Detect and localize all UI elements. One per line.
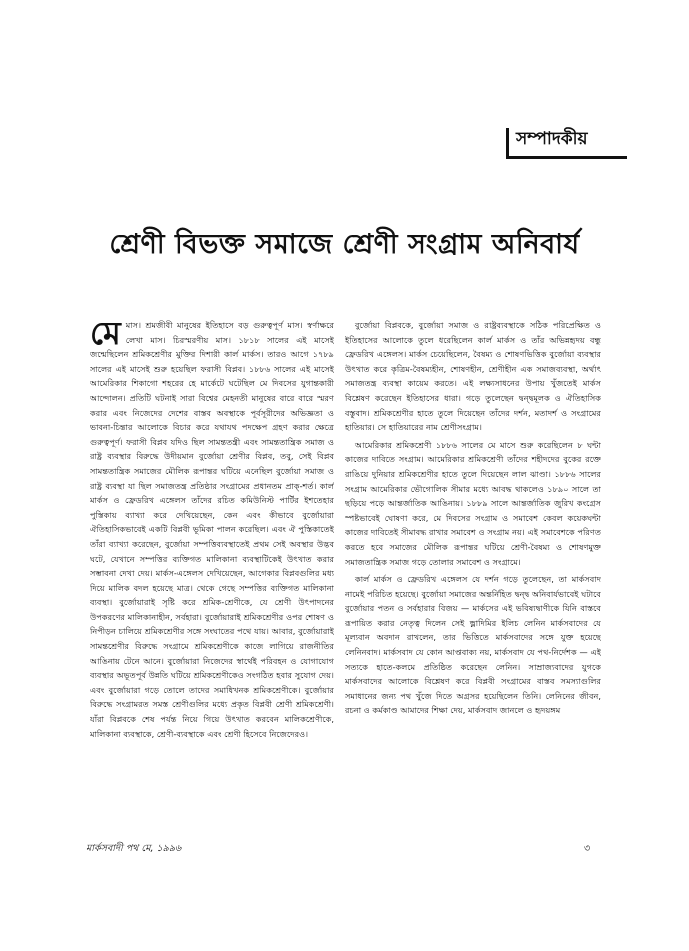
dropcap: মে bbox=[90, 318, 121, 352]
headline: শ্রেণী বিভক্ত সমাজে শ্রেণী সংগ্রাম অনিবার্য bbox=[109, 229, 580, 260]
right-paragraph-3: কার্ল মার্কস ও ফ্রেডরিখ এঙ্গেলস যে দর্শন গড়ে তুলেছেন, তা মার্কসবাদ নামেই পরিচিত হয়েছে। বুর্জোয়া সমাজের অন্তর্নিহিত দ্বন্দ্ব অনিবার্যভাবেই ঘটাবে বুর্জোয়ার পতন ও সর্বহারার বিজয় — মার্কসের এই ভবিষ্যদ্বাণীকে যিনি বাস্তবে রূপায়িত করার নেতৃত্ব দিলেন সেই ভ্লাদিমির ইলিচ লেনিন মার্কসবাদের যে মূল্যবান অবদান রাখলেন, তার ভিত্তিতে মার্কসবাদের সঙ্গে যুক্ত হয়েছে লেনিনবাদ। মার্কসবাদ যে কোন আপ্তবাক্য নয়, মার্কসবাদ যে পথ-নির্দেশক — এই সত্যকে হাতে-কলমে প্রতিষ্ঠিত করেছেন লেনিন। সাম্রাজ্যবাদের যুগকে মার্কসবাদের আলোকে বিশ্লেষণ করে বিপ্লবী সংগ্রামের বাস্তব সমস্যাগুলির সমাধানের জন্য পথ খুঁজে দিতে অগ্রসর হয়েছিলেন তিনি। লেনিনের জীবন, রচনা ও কর্মকাণ্ড আমাদের শিক্ষা দেয়, মার্কসবাদ জানলে ও হৃদয়ঙ্গম bbox=[345, 574, 601, 716]
right-paragraph-2: আমেরিকার শ্রমিকশ্রেণী ১৮৮৬ সালের মে মাসে শুরু করেছিলেন ৮ ঘন্টা কাজের দাবিতে সংগ্রাম। আমেরিকার শ্রমিকশ্রেণী তাঁদের শহীদদের বুকের রক্তে রাঙিয়ে দুনিয়ার শ্রমিকশ্রেণীর হাতে তুলে দিয়েছেন লাল ঝাণ্ডা। ১৮৮৬ সালের সংগ্রাম আমেরিকার ভৌগোলিক সীমার মধ্যে আবদ্ধ থাকলেও ১৮৯০ সালে তা ছড়িয়ে পড়ে আন্তর্জাতিক আঙিনায়। ১৮৮৯ সালে আন্তর্জাতিক জুরিখ কংগ্রেস স্পষ্টভাবেই ঘোষণা করে, মে দিবসের সংগ্রাম ও সমাবেশ কেবল কয়েকঘন্টা কাজের দাবিতেই সীমাবদ্ধ রাখার সমাবেশ ও সংগ্রাম নয়। এই সমাবেশকে পরিণত করতে হবে সমাজের মৌলিক রূপান্তর ঘটিয়ে শ্রেণী-বৈষম্য ও শোষণমুক্ত সমাজতান্ত্রিক সমাজ গড়ে তোলার সমাবেশ ও সংগ্রামে। bbox=[345, 439, 601, 567]
left-paragraph-1-text: মাস। শ্রমজীবী মানুষের ইতিহাসে বড় গুরুত্বপূর্ণ মাস। স্বর্ণাক্ষরে লেখা মাস। চিরস্মরণীয় মাস। ১৮১৮ সালের এই মাসেই জন্মেছিলেন শ্রমিকশ্রেণীর মুক্তির দিশারী কার্ল মার্কস। তারও আগে ১৭৮৯ সালের এই মাসেই শুরু হয়েছিল ফরাসী বিপ্লব। ১৮৮৬ সালের এই মাসেই আমেরিকার শিকাগো শহরের হে মার্কেটে ঘটেছিল মে দিবসের যুগান্তকারী আন্দোলন। প্রতিটি ঘটনাই সারা বিশ্বের মেহনতী মানুষের বারে বারে স্মরণ করার এবং নিজেদের দেশের বাস্তব অবস্থাকে পূর্বসূরীদের অভিজ্ঞতা ও ভাবনা-চিন্তার আলোকে বিচার করে যথাযথ পদক্ষেপ গ্রহণ করার ক্ষেত্রে গুরুত্বপূর্ণ। ফরাসী বিপ্লব যদিও ছিল সামন্ততন্ত্রী এবং সামন্ততান্ত্রিক সমাজ ও রাষ্ট্র ব্যবস্থার বিরুদ্ধে উদীয়মান বুর্জোয়া শ্রেণীর বিপ্লব, তবু, সেই বিপ্লব সামন্ততান্ত্রিক সমাজের মৌলিক রূপান্তর ঘটিয়ে এনেছিল বুর্জোয়া সমাজ ও রাষ্ট্র ব্যবস্থা যা ছিল সমাজতন্ত্র প্রতিষ্ঠার সংগ্রামের প্রধানতম প্রাক্-শর্ত। কার্ল মার্কস ও ফ্রেডরিখ এঙ্গেলস তাঁদের রচিত কমিউনিস্ট পার্টির ইশতেহার পুস্তিকায় ব্যাখ্যা করে দেখিয়েছেন, কেন এবং কীভাবে বুর্জোয়ারা ঐতিহাসিকভাবেই একটি বিপ্লবী ভূমিকা পালন করেছিল। এবং ঐ পুস্তিকাতেই তাঁরা ব্যাখ্যা করেছেন, বুর্জোয়া সম্পত্তিব্যবস্থাতেই প্রথম সেই অবস্থার উদ্ভব ঘটে, যেখানে সম্পত্তির ব্যক্তিগত মালিকানা ব্যবস্থাটিকেই উৎখাত করার সম্ভাবনা দেখা দেয়। মার্কস-এঙ্গেলস দেখিয়েছেন, আগেকার বিপ্লবগুলির মধ্য দিয়ে মালিক বদল হয়েছে মাত্র। থেকে গেছে সম্পত্তির ব্যক্তিগত মালিকানা ব্যবস্থা। বুর্জোয়ারাই সৃষ্টি করে শ্রমিক-শ্রেণীকে, যে শ্রেণী উৎপাদনের উপকরণের মালিকানাহীন, সর্বহারা। বুর্জোয়ারাই শ্রমিকশ্রেণীর ওপর শোষণ ও নিপীড়ন চালিয়ে শ্রমিকশ্রেণীর সঙ্গে সংঘাতের পথে যায়। আবার, বুর্জোয়ারাই সামন্তশ্রেণীর বিরুদ্ধে সংগ্রামে শ্রমিকশ্রেণীকে কাজে লাগিয়ে রাজনীতির আঙিনায় টেনে আনে। বুর্জোয়ারা নিজেদের স্বার্থেই পরিবহন ও যোগাযোগ ব্যবস্থার অভূতপূর্ব উন্নতি ঘটিয়ে শ্রমিকশ্রেণীকেও সংগঠিত হবার সুযোগ দেয়। এবং বুর্জোয়ারা গড়ে তোলে তাদের সমাধিখনক শ্রমিকশ্রেণীকে। বুর্জোয়ার বিরুদ্ধে সংগ্রামরত সমস্ত শ্রেণীগুলির মধ্যে প্রকৃত বিপ্লবী শ্রেণী শ্রমিকশ্রেণী। যাঁরা বিপ্লবকে শেষ পর্যন্ত নিয়ে গিয়ে উৎখাত করবেন মালিকশ্রেণীকে, মালিকানা ব্যবস্থাকে, শ্রেণী-ব্যবস্থাকে এবং শ্রেণী হিসেবে নিজেদেরও। bbox=[90, 320, 334, 739]
section-label: সম্পাদকীয় bbox=[516, 129, 588, 149]
right-column bbox=[345, 318, 601, 818]
publication-footer: মার্কসবাদী পথ মে, ১৯৯৬ bbox=[86, 843, 182, 854]
page-number: ৩ bbox=[584, 843, 591, 854]
left-column bbox=[90, 318, 334, 818]
left-paragraph-1 bbox=[90, 318, 334, 741]
right-paragraph-1: বুর্জোয়া বিপ্লবকে, বুর্জোয়া সমাজ ও রাষ্ট্রব্যবস্থাকে সঠিক পরিপ্রেক্ষিত ও ইতিহাসের আলোকে তুলে ধরেছিলেন কার্ল মার্কস ও তাঁর অভিন্নহৃদয় বন্ধু ফ্রেডরিখ এঙ্গেলস। মার্কস চেয়েছিলেন, বৈষম্য ও শোষণভিত্তিক বুর্জোয়া ব্যবস্থার উৎখাত করে কৃত্রিম-বৈষম্যহীন, শোষণহীন, শ্রেণীহীন এক সমাজব্যবস্থা, অর্থাৎ সমাজতন্ত্র ব্যবস্থা কায়েম করতে। এই লক্ষ্যসাধনের উপায় খুঁজতেই মার্কস বিশ্লেষণ করেছেন ইতিহাসের ধারা। গড়ে তুলেছেন দ্বন্দ্বমূলক ও ঐতিহাসিক বস্তুবাদ। শ্রমিকশ্রেণীর হাতে তুলে দিয়েছেন তাঁদের দর্শন, মতাদর্শ ও সংগ্রামের হাতিয়ার। সে হাতিয়ারের নাম শ্রেণীসংগ্রাম। bbox=[345, 320, 601, 433]
